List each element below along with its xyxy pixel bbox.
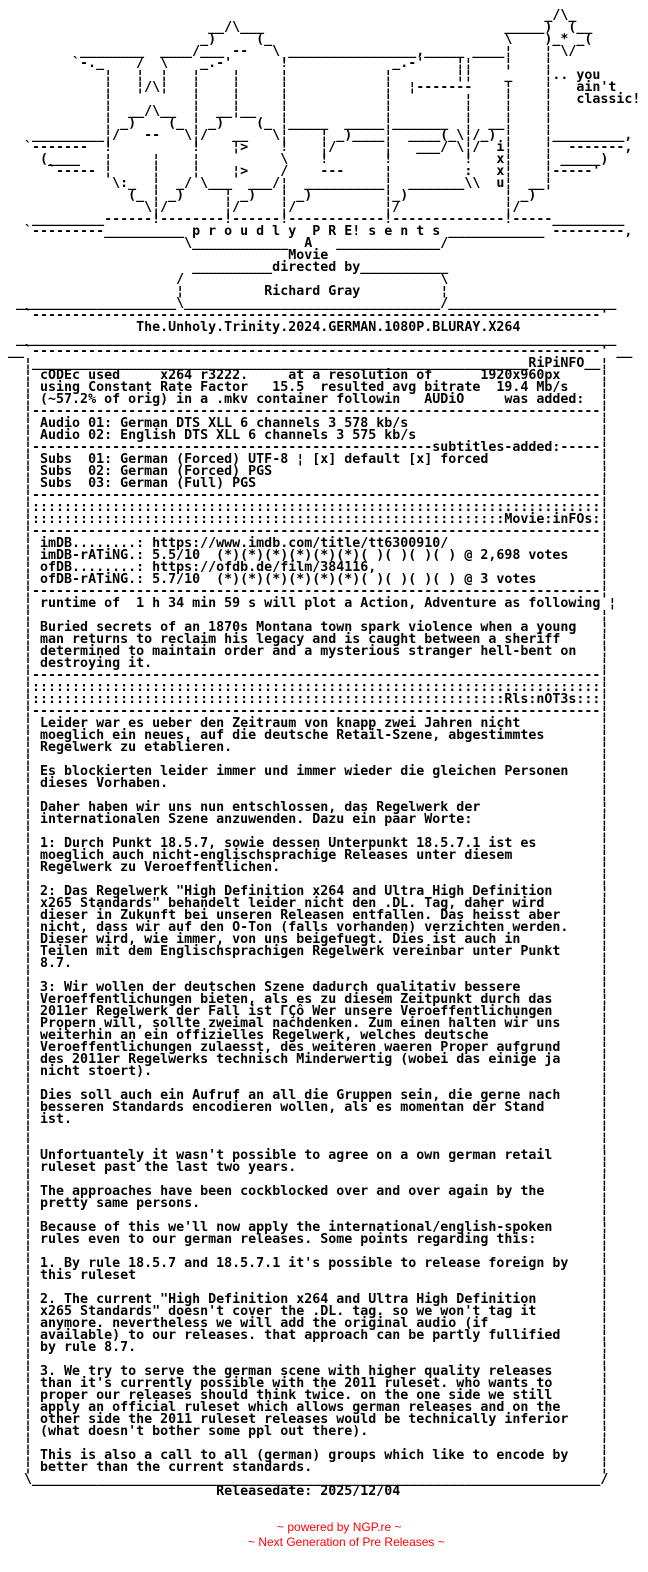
frame-border: __`-----------------------------------------------------------------------' __: [0, 344, 633, 359]
frame-border: ¦: [0, 1040, 41, 1055]
logo-art-text: (____ ¦ ¦ ¦ \ ! ! ! x¦ ¦ _____): [0, 152, 609, 167]
notes-line-text: Leider war es ueber den Zeitraum von knapp zwei Jahren nicht: [40, 716, 521, 731]
frame-border: ¦: [600, 1232, 609, 1247]
powered-by-text: ~ powered by NGP.re ~: [277, 1520, 402, 1534]
director-name: Richard Gray: [264, 284, 361, 299]
frame-border: ¦: [0, 572, 41, 587]
frame-border: ¦: [0, 392, 41, 407]
frame-border: ¦: [0, 284, 265, 299]
frame-border: -----¦: [560, 440, 609, 455]
frame-border: ¦: [0, 1184, 41, 1199]
logo-art-text: ¦ __/\__ ¦ __¦__ ¦ ¦ ¦ ¦ ¦: [0, 104, 553, 119]
logo-art-text: \____________ A _____________/: [0, 236, 449, 251]
logo-art-text: Movie: [0, 248, 329, 263]
notes-line-text: Regelwerk zu Veroeffentlichen.: [40, 860, 281, 875]
frame-border: ¦: [600, 1340, 609, 1355]
frame-border: ¦: [0, 956, 41, 971]
logo-art-text: `----- ¦ ¦ ¦ ¦> / --- ¦ : x¦ ¦-----': [0, 164, 601, 179]
notes-line-text: apply an official ruleset which allows german releases and on the: [40, 1400, 561, 1415]
frame-border: ¦: [600, 752, 609, 767]
frame-border: ¦: [0, 836, 41, 851]
notes-line-text: proper our releases should think twice. on the one side we still: [40, 1388, 553, 1403]
frame-border: ¦: [600, 1196, 609, 1211]
frame-border: ¦: [0, 536, 41, 551]
frame-border: ¦: [0, 776, 41, 791]
frame-border: ¦: [0, 1340, 41, 1355]
frame-border: ¦-----------------------------------------------------------------------¦: [0, 668, 609, 683]
frame-border: ¦: [600, 992, 609, 1007]
frame-border: ¦: [0, 1328, 41, 1343]
notes-line-text: anymore. nevertheless we will add the original audio (if: [40, 1316, 489, 1331]
notes-line-text: 1: Durch Punkt 18.5.7, sowie dessen Unterpunkt 18.5.7.1 ist es: [40, 836, 537, 851]
logo-art-text: \¦/ ¦/ ¦/ ¦/ ¦/: [0, 200, 521, 215]
frame-border: ¦: [0, 752, 41, 767]
frame-border: ¦:::::::::::::::::::::::::::::::::::::::::::::::::::::::::::::::::::::::¦: [0, 500, 609, 515]
frame-border: ¦: [0, 920, 41, 935]
frame-border: ¦: [0, 620, 41, 635]
frame-border: ¦-----------------------------------------------------------------------¦: [0, 488, 609, 503]
notes-line-text: better than the current standards.: [40, 1460, 313, 1475]
frame-border: ¦: [0, 452, 41, 467]
frame-border: ¦: [0, 380, 41, 395]
movie-info-line-text: ofDB........: https://ofdb.de/film/384116,: [40, 560, 377, 575]
notes-line-text: dieser in Zukunft bei unseren Releasen entfallen. Das heisst aber: [40, 908, 561, 923]
runtime-line-text: runtime of 1 h 34 min 59 s will plot a Action, Adventure as following: [40, 596, 609, 611]
frame-border: ¦: [600, 1184, 609, 1199]
frame-border: ¦--------------------------------------------------: [0, 440, 433, 455]
frame-border: ¦: [0, 476, 41, 491]
frame-border: ¦: [0, 1436, 41, 1451]
frame-border: ¦: [600, 1124, 609, 1139]
frame-border: ¦: [600, 1100, 609, 1115]
frame-border: ¦: [600, 848, 609, 863]
notes-line-text: Veroeffentlichungen zulaesst, des weiteren waeren Proper aufgrund: [40, 1040, 561, 1055]
frame-border: ¦: [0, 1412, 41, 1427]
notes-line-text: moeglich auch nicht-englischsprachige Releases unter diesem: [40, 848, 513, 863]
frame-border: ¦: [0, 896, 41, 911]
frame-border: ¦: [0, 1244, 41, 1259]
notes-line-text: 2011er Regelwerk der Fall ist ΓÇô Wer unsere Veroeffentlichungen: [40, 1004, 569, 1019]
frame-border: ¦: [600, 836, 609, 851]
notes-line-text: besseren Standards encodieren wollen, als es momentan der Stand: [40, 1100, 545, 1115]
frame-border: ¦: [600, 1016, 609, 1031]
ripinfo-line-text: (~57.2% of orig) in a .mkv container followin AUDiO was added:: [40, 392, 585, 407]
frame-border: ¦: [600, 1220, 609, 1235]
notes-line-text: other side the 2011 ruleset releases would be technically inferior: [40, 1412, 569, 1427]
frame-border: ¦: [600, 728, 609, 743]
frame-border: ¦: [0, 1292, 41, 1307]
logo-art-text: / \: [0, 272, 449, 287]
frame-border: ¦: [600, 1064, 609, 1079]
frame-border: ¦: [0, 944, 41, 959]
notes-line-text: 2: Das Regelwerk "High Definition x264 and Ultra High Definition: [40, 884, 553, 899]
frame-border: ¦: [600, 824, 609, 839]
frame-border: ¦: [608, 596, 617, 611]
frame-border: ¦: [0, 596, 41, 611]
frame-border: ¦: [0, 992, 41, 1007]
frame-border: ¦: [600, 620, 609, 635]
frame-border: ¦: [600, 788, 609, 803]
frame-border: ¦: [600, 1412, 609, 1427]
frame-border: \_______________________________________________________________________/: [0, 1472, 609, 1487]
frame-border: `-----------------------------------------------------------------------': [0, 308, 609, 323]
frame-border: ¦: [600, 908, 609, 923]
notes-line-text: pretty same persons.: [40, 1196, 201, 1211]
frame-border: ¦: [600, 1172, 609, 1187]
frame-border: ¦: [600, 368, 609, 383]
frame-border: ¦: [600, 1460, 609, 1475]
frame-border: ¦: [600, 944, 609, 959]
frame-border: ¦: [600, 1400, 609, 1415]
frame-border: ¦: [0, 1148, 41, 1163]
subtitles-label: subtitles-added:: [432, 440, 561, 455]
frame-border: ¦: [0, 1160, 41, 1175]
frame-border: ¦: [600, 1256, 609, 1271]
logo-art-text: ¦ ¦ ¦ ¦ ¦ ¦ ¦ ¦ classic!: [0, 92, 641, 107]
frame-border: ¦:::::::::::::::::::::::::::::::::::::::::::::::::::::::::::: [0, 512, 505, 527]
frame-border: ¦: [0, 644, 41, 659]
notes-line-text: nicht, dass wir auf den O-Ton (falls vorhanden) verzichten werden.: [40, 920, 569, 935]
frame-border: ¦: [0, 1004, 41, 1019]
frame-border: ¦: [0, 464, 41, 479]
frame-border: ¦: [600, 1328, 609, 1343]
frame-border: ¦: [600, 1292, 609, 1307]
frame-border: ¦: [600, 896, 609, 911]
frame-border: ¦: [0, 788, 41, 803]
subtitle-track-text: Subs 02: German (Forced) PGS: [40, 464, 273, 479]
notes-line-text: (what doesn't bother some ppl out there).: [40, 1424, 369, 1439]
frame-border: ¦: [600, 1388, 609, 1403]
frame-border: ¦:::::::::::::::::::::::::::::::::::::::::::::::::::::::::::: [0, 692, 505, 707]
notes-header-label: Rls:nOT3s: [504, 692, 577, 707]
frame-border: ¦: [0, 1136, 41, 1151]
frame-border: ¦: [600, 968, 609, 983]
frame-border: ¦: [600, 860, 609, 875]
frame-border: ¦: [0, 1232, 41, 1247]
logo-art-text: __/\___ _____) (__: [0, 20, 593, 35]
frame-border: ¦: [0, 728, 41, 743]
frame-border: ¦: [0, 1064, 41, 1079]
notes-line-text: internationalen Szene anzuwenden. Dazu ein paar Worte:: [40, 812, 473, 827]
frame-border: ¦: [600, 1364, 609, 1379]
notes-line-text: 8.7.: [40, 956, 73, 971]
frame-border: ¦: [600, 1088, 609, 1103]
frame-border: ¦: [0, 1376, 41, 1391]
frame-border: ¦: [0, 860, 41, 875]
frame-border: ¦: [0, 908, 41, 923]
notes-line-text: Because of this we'll now apply the international/english-spoken: [40, 1220, 553, 1235]
frame-border: ¦: [600, 1352, 609, 1367]
notes-line-text: des 2011er Regelwerks technisch Minderwertig (wobei das einige ja: [40, 1052, 561, 1067]
ripinfo-line-text: cODEc used x264 r3222. at a resolution of 1920x960px: [40, 368, 561, 383]
frame-border: ¦: [600, 644, 609, 659]
frame-border: ¦: [600, 476, 609, 491]
notes-line-text: by rule 8.7.: [40, 1340, 137, 1355]
frame-border: ¦: [0, 1220, 41, 1235]
notes-line-text: This is also a call to all (german) groups which like to encode by: [40, 1448, 569, 1463]
frame-border: ¦: [600, 812, 609, 827]
frame-border: __¦: [584, 356, 609, 371]
frame-border: ¦: [0, 632, 41, 647]
frame-border: ¦: [0, 1448, 41, 1463]
frame-border: ¦: [600, 428, 609, 443]
frame-border: ¦: [0, 428, 41, 443]
frame-border: :¦: [592, 512, 609, 527]
frame-border: ¦: [600, 632, 609, 647]
frame-border: ¦: [600, 416, 609, 431]
audio-track-text: Audio 01: German DTS XLL 6 channels 3 578 kb/s: [40, 416, 409, 431]
notes-line-text: Veroeffentlichungen bieten, als es zu diesem Zeitpunkt durch das: [40, 992, 553, 1007]
notes-line-text: than it's currently possible with the 2011 ruleset. who wants to: [40, 1376, 553, 1391]
frame-border: ¦: [600, 1028, 609, 1043]
notes-line-text: this ruleset: [40, 1268, 137, 1283]
frame-border: ¦: [0, 884, 41, 899]
logo-art-text: `------- ! ! ¦> ! ¦/ ¦ ___/ \¦/ i¦ ¦ -------,: [0, 140, 633, 155]
frame-border: ¦: [0, 416, 41, 431]
frame-border: ¦: [600, 1148, 609, 1163]
notes-line-text: ruleset past the last two years.: [40, 1160, 297, 1175]
frame-border: ¦-----------------------------------------------------------------------¦: [0, 704, 609, 719]
movie-info-line-text: imDB-rATiNG.: 5.5/10 (*)(*)(*)(*)(*)(*)( )( )( )( ) @ 2,698 votes: [40, 548, 569, 563]
notes-line-text: 2. The current "High Definition x264 and Ultra High Definition: [40, 1292, 537, 1307]
frame-border: ¦: [600, 464, 609, 479]
notes-line-text: The approaches have been cockblocked over and over again by the: [40, 1184, 545, 1199]
logo-art-text: ¦ _) (_ ¦ _) (_ ¦_____ _____¦_______ ¦ __¦ ¦: [0, 116, 553, 131]
frame-border: ¦: [0, 1124, 41, 1139]
movie-info-line-text: ofDB-rATiNG.: 5.7/10 (*)(*)(*)(*)(*)(*)( )( )( )( ) @ 3 votes: [40, 572, 537, 587]
frame-border: ¦: [0, 1316, 41, 1331]
frame-border: ¦: [0, 1196, 41, 1211]
frame-border: ¦: [0, 800, 41, 815]
frame-border: [0, 1484, 216, 1499]
movie-info-line-text: imDB........: https://www.imdb.com/title/tt6300910/: [40, 536, 449, 551]
frame-border: ¦: [600, 1316, 609, 1331]
frame-border: ¦: [0, 560, 41, 575]
frame-border: ¦: [0, 1280, 41, 1295]
frame-border: ¦: [0, 1100, 41, 1115]
frame-border: ¦: [0, 932, 41, 947]
logo-art-text: __________directed by___________: [0, 260, 449, 275]
notes-line-text: weiterhin an ein offizielles Regelwerk, welches deutsche: [40, 1028, 489, 1043]
frame-border: ¦: [0, 872, 41, 887]
frame-border: ¦: [600, 920, 609, 935]
frame-border: ¦: [600, 548, 609, 563]
frame-border: ¦: [0, 812, 41, 827]
notes-line-text: available) to our releases. that approach can be partly fullified: [40, 1328, 561, 1343]
notes-line-text: Regelwerk zu etablieren.: [40, 740, 233, 755]
frame-border: ¦: [0, 1172, 41, 1187]
frame-border: ¦: [0, 1268, 41, 1283]
notes-line-text: dieses Vorhaben.: [40, 776, 169, 791]
frame-border: ¦: [600, 392, 609, 407]
frame-border: ¦: [0, 1052, 41, 1067]
frame-border: ¦: [0, 968, 41, 983]
logo-art-text: ¦ ¦/\¦ ¦ ¦ ¦ ¦ ¦------- ¦ ¦ ain't: [0, 80, 617, 95]
frame-border: ____________________\________________________________/_____________________: [0, 296, 617, 311]
notes-line-text: x265 Standards" behandelt leider nicht den .DL. Tag, daher wird: [40, 896, 545, 911]
frame-border: ¦: [0, 656, 41, 671]
frame-border: ¦: [0, 548, 41, 563]
notes-line-text: Unfortuantely it wasn't possible to agree on a own german retail: [40, 1148, 553, 1163]
plot-line-text: destroying it.: [40, 656, 153, 671]
notes-line-text: moeglich ein neues, auf die deutsche Retail-Szene, abgestimmtes: [40, 728, 545, 743]
frame-border: ¦: [0, 1388, 41, 1403]
subtitle-track-text: Subs 01: German (Forced) UTF-8 ¦ [x] default [x] forced: [40, 452, 489, 467]
frame-border: ¦: [600, 1076, 609, 1091]
frame-border: ¦: [600, 764, 609, 779]
notes-line-text: ist.: [40, 1112, 73, 1127]
frame-border: ¦: [600, 572, 609, 587]
notes-line-text: Dies soll auch ein Aufruf an all die Gruppen sein, die gerne nach: [40, 1088, 561, 1103]
frame-border: ¦: [600, 1268, 609, 1283]
plot-line-text: man returns to reclaim his legacy and is caught between a sheriff: [40, 632, 561, 647]
frame-border: ¦: [600, 1052, 609, 1067]
frame-border: ¦: [600, 1424, 609, 1439]
frame-border: ¦______________________________________________________________: [0, 356, 529, 371]
frame-border: ¦: [600, 980, 609, 995]
frame-border: ¦: [600, 380, 609, 395]
logo-art-text: _________------!--------!------!------------!--------------!-----_________: [0, 212, 625, 227]
notes-line-text: rules even to our german releases. Some points regarding this:: [40, 1232, 537, 1247]
logo-art-text: _) (_ \ )_* _(: [0, 32, 593, 47]
logo-art-text: \:_ ¦ _/ \___ ___/¦ __________¦ _______\\ u¦ __¦: [0, 176, 553, 191]
frame-border: ¦: [0, 368, 41, 383]
frame-border: ¦: [600, 872, 609, 887]
frame-border: ¦: [600, 956, 609, 971]
frame-border: ¦: [600, 1244, 609, 1259]
notes-line-text: Dieser wird, wie immer, von uns beigefuegt. Dies ist auch in: [40, 932, 521, 947]
frame-border: ¦: [0, 1304, 41, 1319]
frame-border: ¦: [600, 1376, 609, 1391]
ripinfo-label: RiPiNFO: [528, 356, 585, 371]
release-date-label: Releasedate:: [216, 1484, 313, 1499]
frame-border: ¦: [600, 1280, 609, 1295]
frame-border: ¦: [0, 1208, 41, 1223]
frame-border: ¦: [0, 740, 41, 755]
frame-border: ¦: [600, 1112, 609, 1127]
frame-border: ¦: [600, 452, 609, 467]
ripinfo-line-text: using Constant Rate Factor 15.5 resulted avg bitrate 19.4 Mb/s: [40, 380, 569, 395]
logo-art-text: `---------__________ p r o u d l y P R E! s e n t s ____________ ---------,: [0, 224, 633, 239]
frame-border: ¦: [0, 1460, 41, 1475]
notes-line-text: nicht stoert).: [40, 1064, 153, 1079]
frame-border: ¦: [0, 1352, 41, 1367]
frame-border: ___________________________________________________________________________: [0, 332, 617, 347]
frame-border: ¦: [0, 824, 41, 839]
nfo-document: [0, 10, 640, 1498]
frame-border: ¦: [600, 800, 609, 815]
frame-border: ¦: [600, 716, 609, 731]
frame-border: ¦: [0, 1016, 41, 1031]
frame-border: ¦-----------------------------------------------------------------------¦: [0, 404, 609, 419]
plot-line-text: Buried secrets of an 1870s Montana town spark violence when a young: [40, 620, 577, 635]
frame-border: ¦:::::::::::::::::::::::::::::::::::::::::::::::::::::::::::::::::::::::¦: [0, 680, 609, 695]
frame-border: ¦: [600, 776, 609, 791]
frame-border: ¦: [0, 848, 41, 863]
logo-art-text: _/\_: [0, 8, 577, 23]
notes-line-text: Propern will, sollte zweimal nachdenken. Zum einen halten wir uns: [40, 1016, 561, 1031]
frame-border: ¦: [600, 1208, 609, 1223]
frame-border: ¦: [0, 1076, 41, 1091]
frame-border: ¦: [600, 1304, 609, 1319]
frame-border: ¦: [0, 1028, 41, 1043]
subtitle-track-text: Subs 03: German (Full) PGS: [40, 476, 257, 491]
frame-border: ¦: [0, 1364, 41, 1379]
frame-border: ¦: [600, 1436, 609, 1451]
notes-line-text: 3. We try to serve the german scene with higher quality releases: [40, 1364, 553, 1379]
frame-border: ¦-----------------------------------------------------------------------¦: [0, 584, 609, 599]
tagline-text: ~ Next Generation of Pre Releases ~: [248, 1535, 445, 1549]
frame-border: ¦: [0, 764, 41, 779]
frame-border: ¦: [0, 1112, 41, 1127]
notes-line-text: 1. By rule 18.5.7 and 18.5.7.1 it's possible to release foreign by: [40, 1256, 569, 1271]
frame-border: ¦: [600, 1136, 609, 1151]
plot-line-text: determined to maintain order and a mysterious stranger hell-bent on: [40, 644, 577, 659]
frame-border: ¦: [0, 716, 41, 731]
notes-line-text: Daher haben wir uns nun entschlossen, das Regelwerk der: [40, 800, 481, 815]
frame-border: ¦: [0, 1088, 41, 1103]
movie-info-header-label: Movie:inFOs: [504, 512, 593, 527]
frame-border: ¦: [0, 1400, 41, 1415]
frame-border: ¦: [0, 980, 41, 995]
logo-art-text: ¦ ¦ ¦ ¦ ¦ ¦ ¦ ¦¦ _ ¦.. you: [0, 68, 601, 83]
frame-border: ¦: [600, 1448, 609, 1463]
notes-line-text: 3: Wir wollen der deutschen Szene dadurch qualitativ bessere: [40, 980, 521, 995]
frame-border: ¦: [600, 536, 609, 551]
frame-border: ¦-----------------------------------------------------------------------¦: [0, 524, 609, 539]
logo-art-text: ________ ____/___ -- \ ________________,_____ ____¦ ¦ \/: [0, 44, 577, 59]
frame-border: ¦: [600, 740, 609, 755]
logo-art-text: (_ ¦ _) ¦ _) ¦ _) ¦_) ¦ _): [0, 188, 537, 203]
frame-border: ¦: [600, 1004, 609, 1019]
release-date-value: 2025/12/04: [320, 1484, 401, 1499]
frame-border: ¦ ¦: [0, 608, 609, 623]
frame-border: ¦: [600, 932, 609, 947]
frame-border: :::¦: [576, 692, 609, 707]
notes-line-text: x265 Standards" doesn't cover the .DL. tag. so we won't tag it: [40, 1304, 537, 1319]
frame-border: ¦: [600, 1040, 609, 1055]
frame-border: ¦: [0, 1424, 41, 1439]
frame-border: ¦: [0, 1256, 41, 1271]
frame-border: ¦: [360, 284, 449, 299]
release-date-line: [0, 1486, 640, 1498]
frame-border: ¦: [600, 884, 609, 899]
audio-track-text: Audio 02: English DTS XLL 6 channels 3 575 kb/s: [40, 428, 417, 443]
logo-art-text: _________¦/ -- \¦/ __ \¦ ¦ _)____¦ ____(_\¦/_) ¦ ¦_________,: [0, 128, 633, 143]
release-name: The.Unholy.Trinity.2024.GERMAN.1080P.BLURAY.X264: [136, 320, 521, 335]
notes-line-text: Es blockierten leider immer und immer wieder die gleichen Personen: [40, 764, 569, 779]
logo-art-text: `-._ / \ _.-' ! _.-' ¦¦ ¦ ¦: [0, 56, 553, 71]
frame-border: ¦: [600, 656, 609, 671]
frame-border: ¦: [600, 1160, 609, 1175]
frame-border: ¦: [600, 560, 609, 575]
notes-line-text: Teilen mit dem Englischsprachigen Regelwerk vereinbar unter Punkt: [40, 944, 561, 959]
